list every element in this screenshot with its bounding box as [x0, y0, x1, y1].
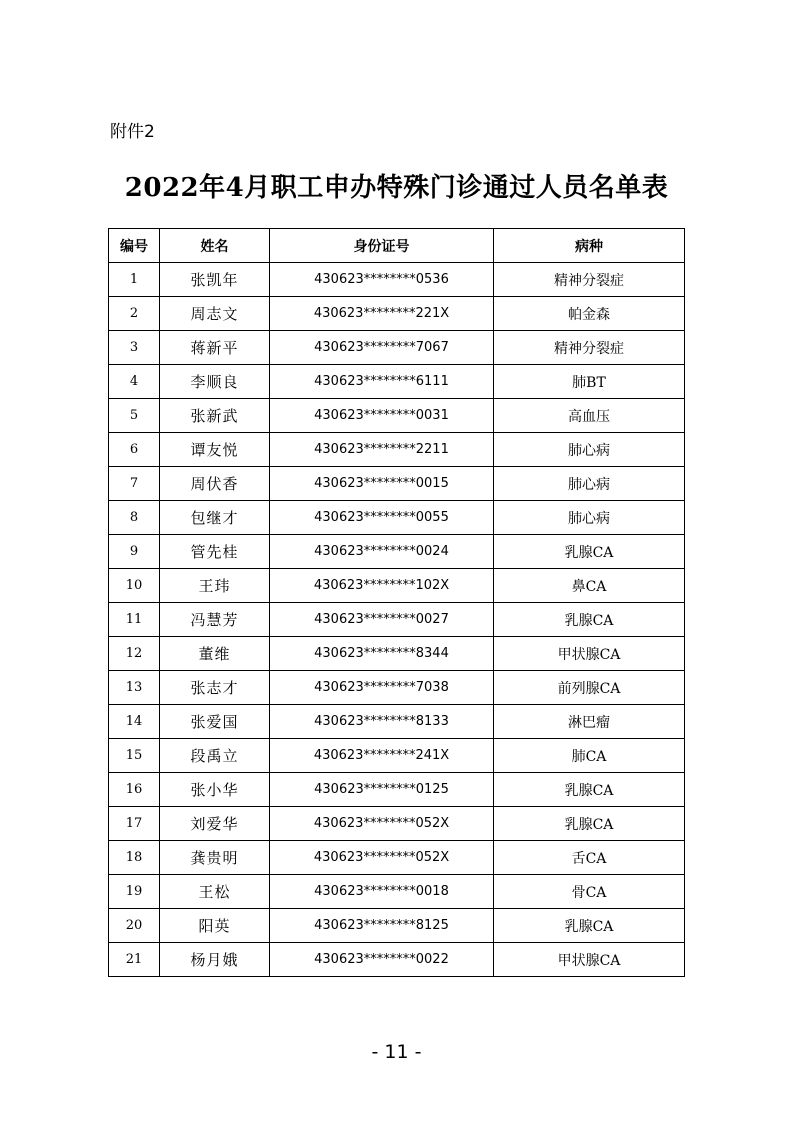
cell-disease: 乳腺CA [494, 773, 685, 807]
table-row [109, 467, 685, 501]
cell-number: 16 [109, 773, 160, 807]
cell-number: 4 [109, 365, 160, 399]
table-row [109, 399, 685, 433]
cell-disease: 高血压 [494, 399, 685, 433]
table-row [109, 365, 685, 399]
cell-name: 周伏香 [160, 467, 270, 501]
cell-name: 杨月娥 [160, 943, 270, 977]
cell-disease: 肺BT [494, 365, 685, 399]
cell-name: 王松 [160, 875, 270, 909]
cell-number: 3 [109, 331, 160, 365]
table-row [109, 943, 685, 977]
header-number: 编号 [109, 229, 160, 263]
cell-disease: 精神分裂症 [494, 331, 685, 365]
cell-id-number: 430623********052X [270, 841, 494, 875]
cell-name: 周志文 [160, 297, 270, 331]
cell-number: 12 [109, 637, 160, 671]
cell-id-number: 430623********8344 [270, 637, 494, 671]
table-header-row [109, 229, 685, 263]
cell-disease: 帕金森 [494, 297, 685, 331]
cell-disease: 甲状腺CA [494, 637, 685, 671]
table-row [109, 331, 685, 365]
cell-number: 1 [109, 263, 160, 297]
cell-name: 董维 [160, 637, 270, 671]
cell-name: 张爱国 [160, 705, 270, 739]
cell-number: 9 [109, 535, 160, 569]
cell-id-number: 430623********241X [270, 739, 494, 773]
cell-name: 张新武 [160, 399, 270, 433]
page-number: - 11 - [371, 1041, 422, 1063]
table-row [109, 297, 685, 331]
table-row [109, 535, 685, 569]
cell-disease: 乳腺CA [494, 807, 685, 841]
table-row [109, 705, 685, 739]
cell-name: 阳英 [160, 909, 270, 943]
cell-number: 7 [109, 467, 160, 501]
table-row [109, 875, 685, 909]
document-title: 2022年4月职工申办特殊门诊通过人员名单表 [124, 173, 669, 203]
cell-id-number: 430623********102X [270, 569, 494, 603]
cell-number: 19 [109, 875, 160, 909]
cell-name: 龚贵明 [160, 841, 270, 875]
cell-name: 段禹立 [160, 739, 270, 773]
cell-id-number: 430623********0055 [270, 501, 494, 535]
cell-disease: 乳腺CA [494, 535, 685, 569]
cell-name: 张小华 [160, 773, 270, 807]
cell-name: 包继才 [160, 501, 270, 535]
table-row [109, 807, 685, 841]
cell-number: 17 [109, 807, 160, 841]
cell-id-number: 430623********6111 [270, 365, 494, 399]
attachment-label: 附件2 [110, 122, 155, 142]
cell-id-number: 430623********0024 [270, 535, 494, 569]
cell-number: 2 [109, 297, 160, 331]
cell-name: 张凯年 [160, 263, 270, 297]
cell-name: 蒋新平 [160, 331, 270, 365]
table-row [109, 637, 685, 671]
cell-name: 王玮 [160, 569, 270, 603]
cell-number: 20 [109, 909, 160, 943]
table-row [109, 671, 685, 705]
cell-number: 21 [109, 943, 160, 977]
cell-disease: 肺CA [494, 739, 685, 773]
cell-disease: 乳腺CA [494, 909, 685, 943]
cell-name: 刘爱华 [160, 807, 270, 841]
cell-number: 11 [109, 603, 160, 637]
cell-disease: 肺心病 [494, 467, 685, 501]
cell-disease: 骨CA [494, 875, 685, 909]
table-row [109, 263, 685, 297]
cell-disease: 鼻CA [494, 569, 685, 603]
cell-id-number: 430623********0536 [270, 263, 494, 297]
cell-name: 张志才 [160, 671, 270, 705]
table-row [109, 909, 685, 943]
cell-id-number: 430623********0125 [270, 773, 494, 807]
cell-id-number: 430623********0027 [270, 603, 494, 637]
cell-id-number: 430623********0015 [270, 467, 494, 501]
cell-disease: 甲状腺CA [494, 943, 685, 977]
approved-personnel-table [108, 228, 685, 977]
table-body [109, 263, 685, 977]
cell-id-number: 430623********0022 [270, 943, 494, 977]
cell-id-number: 430623********8125 [270, 909, 494, 943]
table-row [109, 501, 685, 535]
cell-number: 13 [109, 671, 160, 705]
cell-name: 谭友悦 [160, 433, 270, 467]
cell-disease: 舌CA [494, 841, 685, 875]
header-disease: 病种 [494, 229, 685, 263]
cell-number: 10 [109, 569, 160, 603]
cell-disease: 肺心病 [494, 501, 685, 535]
cell-number: 8 [109, 501, 160, 535]
cell-id-number: 430623********7067 [270, 331, 494, 365]
cell-number: 6 [109, 433, 160, 467]
table-row [109, 773, 685, 807]
cell-number: 5 [109, 399, 160, 433]
cell-name: 冯慧芳 [160, 603, 270, 637]
cell-id-number: 430623********2211 [270, 433, 494, 467]
table-row [109, 603, 685, 637]
table-row [109, 841, 685, 875]
cell-number: 18 [109, 841, 160, 875]
cell-disease: 乳腺CA [494, 603, 685, 637]
cell-id-number: 430623********0018 [270, 875, 494, 909]
cell-id-number: 430623********7038 [270, 671, 494, 705]
cell-id-number: 430623********0031 [270, 399, 494, 433]
cell-number: 14 [109, 705, 160, 739]
cell-id-number: 430623********221X [270, 297, 494, 331]
header-name: 姓名 [160, 229, 270, 263]
cell-disease: 前列腺CA [494, 671, 685, 705]
cell-disease: 淋巴瘤 [494, 705, 685, 739]
cell-disease: 肺心病 [494, 433, 685, 467]
cell-id-number: 430623********052X [270, 807, 494, 841]
cell-name: 李顺良 [160, 365, 270, 399]
table-row [109, 433, 685, 467]
cell-number: 15 [109, 739, 160, 773]
cell-disease: 精神分裂症 [494, 263, 685, 297]
table-row [109, 569, 685, 603]
cell-name: 管先桂 [160, 535, 270, 569]
header-id-number: 身份证号 [270, 229, 494, 263]
table-row [109, 739, 685, 773]
cell-id-number: 430623********8133 [270, 705, 494, 739]
